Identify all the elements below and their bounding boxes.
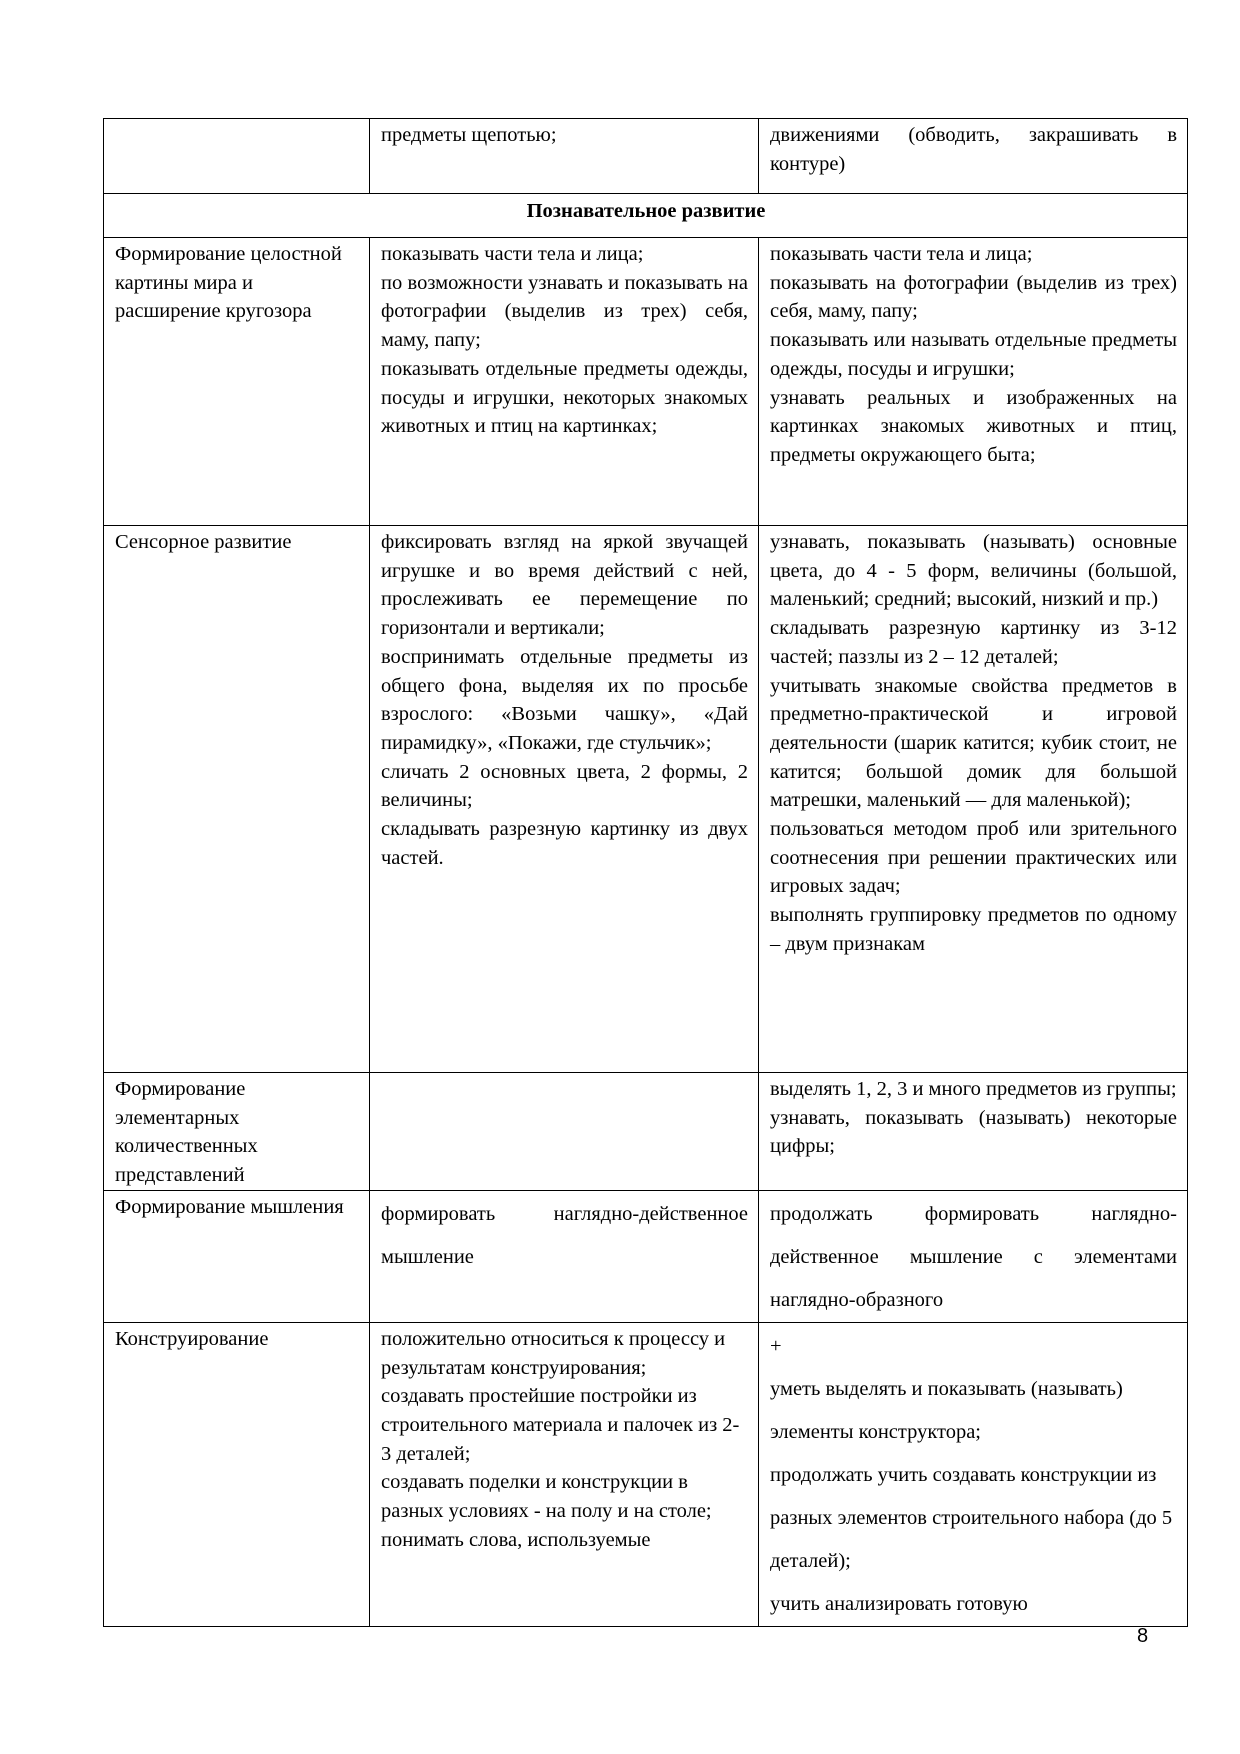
table-row bbox=[104, 1322, 1188, 1626]
cell-text: учитывать знакомые свойства предметов в предметно-практической и игровой деятельности (шарик катится; кубик стоит, не катится; большой домик для большой матрешки, маленький — для маленькой); bbox=[770, 674, 1177, 812]
goals-cell-2 bbox=[759, 238, 1188, 526]
cell-text: + bbox=[770, 1334, 782, 1357]
area-cell bbox=[104, 1322, 370, 1626]
cell-text: продолжать учить создавать конструкции из разных элементов строительного набора (до 5 деталей); bbox=[770, 1463, 1173, 1572]
goals-cell-1 bbox=[370, 119, 759, 194]
table-row bbox=[104, 526, 1188, 1073]
cell-text: показывать на фотографии (выделив из трех) себя, маму, папу; bbox=[770, 271, 1177, 323]
area-cell bbox=[104, 238, 370, 526]
goals-cell-2 bbox=[759, 1073, 1188, 1191]
cell-text: складывать разрезную картинку из 3-12 частей; паззлы из 2 – 12 деталей; bbox=[770, 617, 1177, 668]
curriculum-table bbox=[103, 118, 1188, 1627]
section-heading: Познавательное развитие bbox=[104, 194, 1188, 238]
cell-text: воспринимать отдельные предметы из общего фона, выделяя их по просьбе взрослого: «Возьми чашку», «Дай пирамидку», «Покажи, где стульчик»; bbox=[381, 645, 748, 754]
area-label: Сенсорное развитие bbox=[115, 531, 292, 553]
cell-text: складывать разрезную картинку из двух частей. bbox=[381, 818, 748, 869]
table-row bbox=[104, 1073, 1188, 1191]
table-row bbox=[104, 1190, 1188, 1322]
cell-text: показывать части тела и лица; bbox=[381, 243, 644, 265]
cell-text: учить анализировать готовую bbox=[770, 1592, 1028, 1615]
goals-cell-1 bbox=[370, 1073, 759, 1191]
cell-text: формировать наглядно-действенное мышление bbox=[381, 1202, 748, 1268]
area-cell bbox=[104, 1073, 370, 1191]
area-cell bbox=[104, 526, 370, 1073]
table-row bbox=[104, 119, 1188, 194]
cell-text: по возможности узнавать и показывать на фотографии (выделив из трех) себя, маму, папу; bbox=[381, 271, 748, 352]
cell-text: узнавать, показывать (называть) некоторые цифры; bbox=[770, 1106, 1177, 1158]
table-row bbox=[104, 238, 1188, 526]
goals-cell-1 bbox=[370, 526, 759, 1073]
cell-text: положительно относиться к процессу и результатам конструирования; bbox=[381, 1327, 726, 1379]
cell-text: уметь выделять и показывать (называть) элементы конструктора; bbox=[770, 1377, 1123, 1443]
cell-text: создавать поделки и конструкции в разных условиях - на полу и на столе; bbox=[381, 1471, 712, 1523]
area-label: Формирование целостной картины мира и расширение кругозора bbox=[115, 243, 342, 323]
cell-text: движениями (обводить, закрашивать в контуре) bbox=[770, 124, 1177, 175]
area-label: Формирование мышления bbox=[115, 1195, 344, 1218]
goals-cell-1 bbox=[370, 238, 759, 526]
area-label: Формирование элементарных количественных представлений bbox=[115, 1078, 258, 1187]
cell-text: сличать 2 основных цвета, 2 формы, 2 величины; bbox=[381, 760, 748, 812]
cell-text: выполнять группировку предметов по одному – двум признакам bbox=[770, 904, 1177, 955]
cell-text: показывать или называть отдельные предметы одежды, посуды и игрушки; bbox=[770, 329, 1177, 380]
page-number: 8 bbox=[1137, 1625, 1149, 1647]
goals-cell-2 bbox=[759, 1322, 1188, 1626]
cell-text: показывать части тела и лица; bbox=[770, 243, 1033, 265]
cell-text: узнавать, показывать (называть) основные цвета, до 4 - 5 форм, величины (большой, маленький; средний; высокий, низкий и пр.) bbox=[770, 531, 1177, 611]
section-heading-row bbox=[104, 194, 1188, 238]
cell-text: понимать слова, используемые bbox=[381, 1528, 651, 1551]
cell-text: показывать отдельные предметы одежды, посуды и игрушки, некоторых знакомых животных и птиц на картинках; bbox=[381, 357, 748, 438]
cell-text: фиксировать взгляд на яркой звучащей игрушке и во время действий с ней, прослеживать ее перемещение по горизонтали и вертикали; bbox=[381, 531, 748, 640]
goals-cell-1 bbox=[370, 1322, 759, 1626]
goals-cell-2 bbox=[759, 1190, 1188, 1322]
goals-cell-2 bbox=[759, 526, 1188, 1073]
cell-text: продолжать формировать наглядно-действенное мышление с элементами наглядно-образного bbox=[770, 1202, 1177, 1311]
goals-cell-2 bbox=[759, 119, 1188, 194]
area-cell bbox=[104, 119, 370, 194]
area-cell bbox=[104, 1190, 370, 1322]
goals-cell-1 bbox=[370, 1190, 759, 1322]
area-label: Конструирование bbox=[115, 1327, 269, 1350]
cell-text: выделять 1, 2, 3 и много предметов из группы; bbox=[770, 1078, 1177, 1100]
cell-text: узнавать реальных и изображенных на картинках знакомых животных и птиц, предметы окружающего быта; bbox=[770, 386, 1177, 466]
cell-text: предметы щепотью; bbox=[381, 124, 557, 146]
cell-text: создавать простейшие постройки из строительного материала и палочек из 2-3 деталей; bbox=[381, 1385, 740, 1465]
cell-text: пользоваться методом проб или зрительного соотнесения при решении практических или игровых задач; bbox=[770, 818, 1177, 898]
